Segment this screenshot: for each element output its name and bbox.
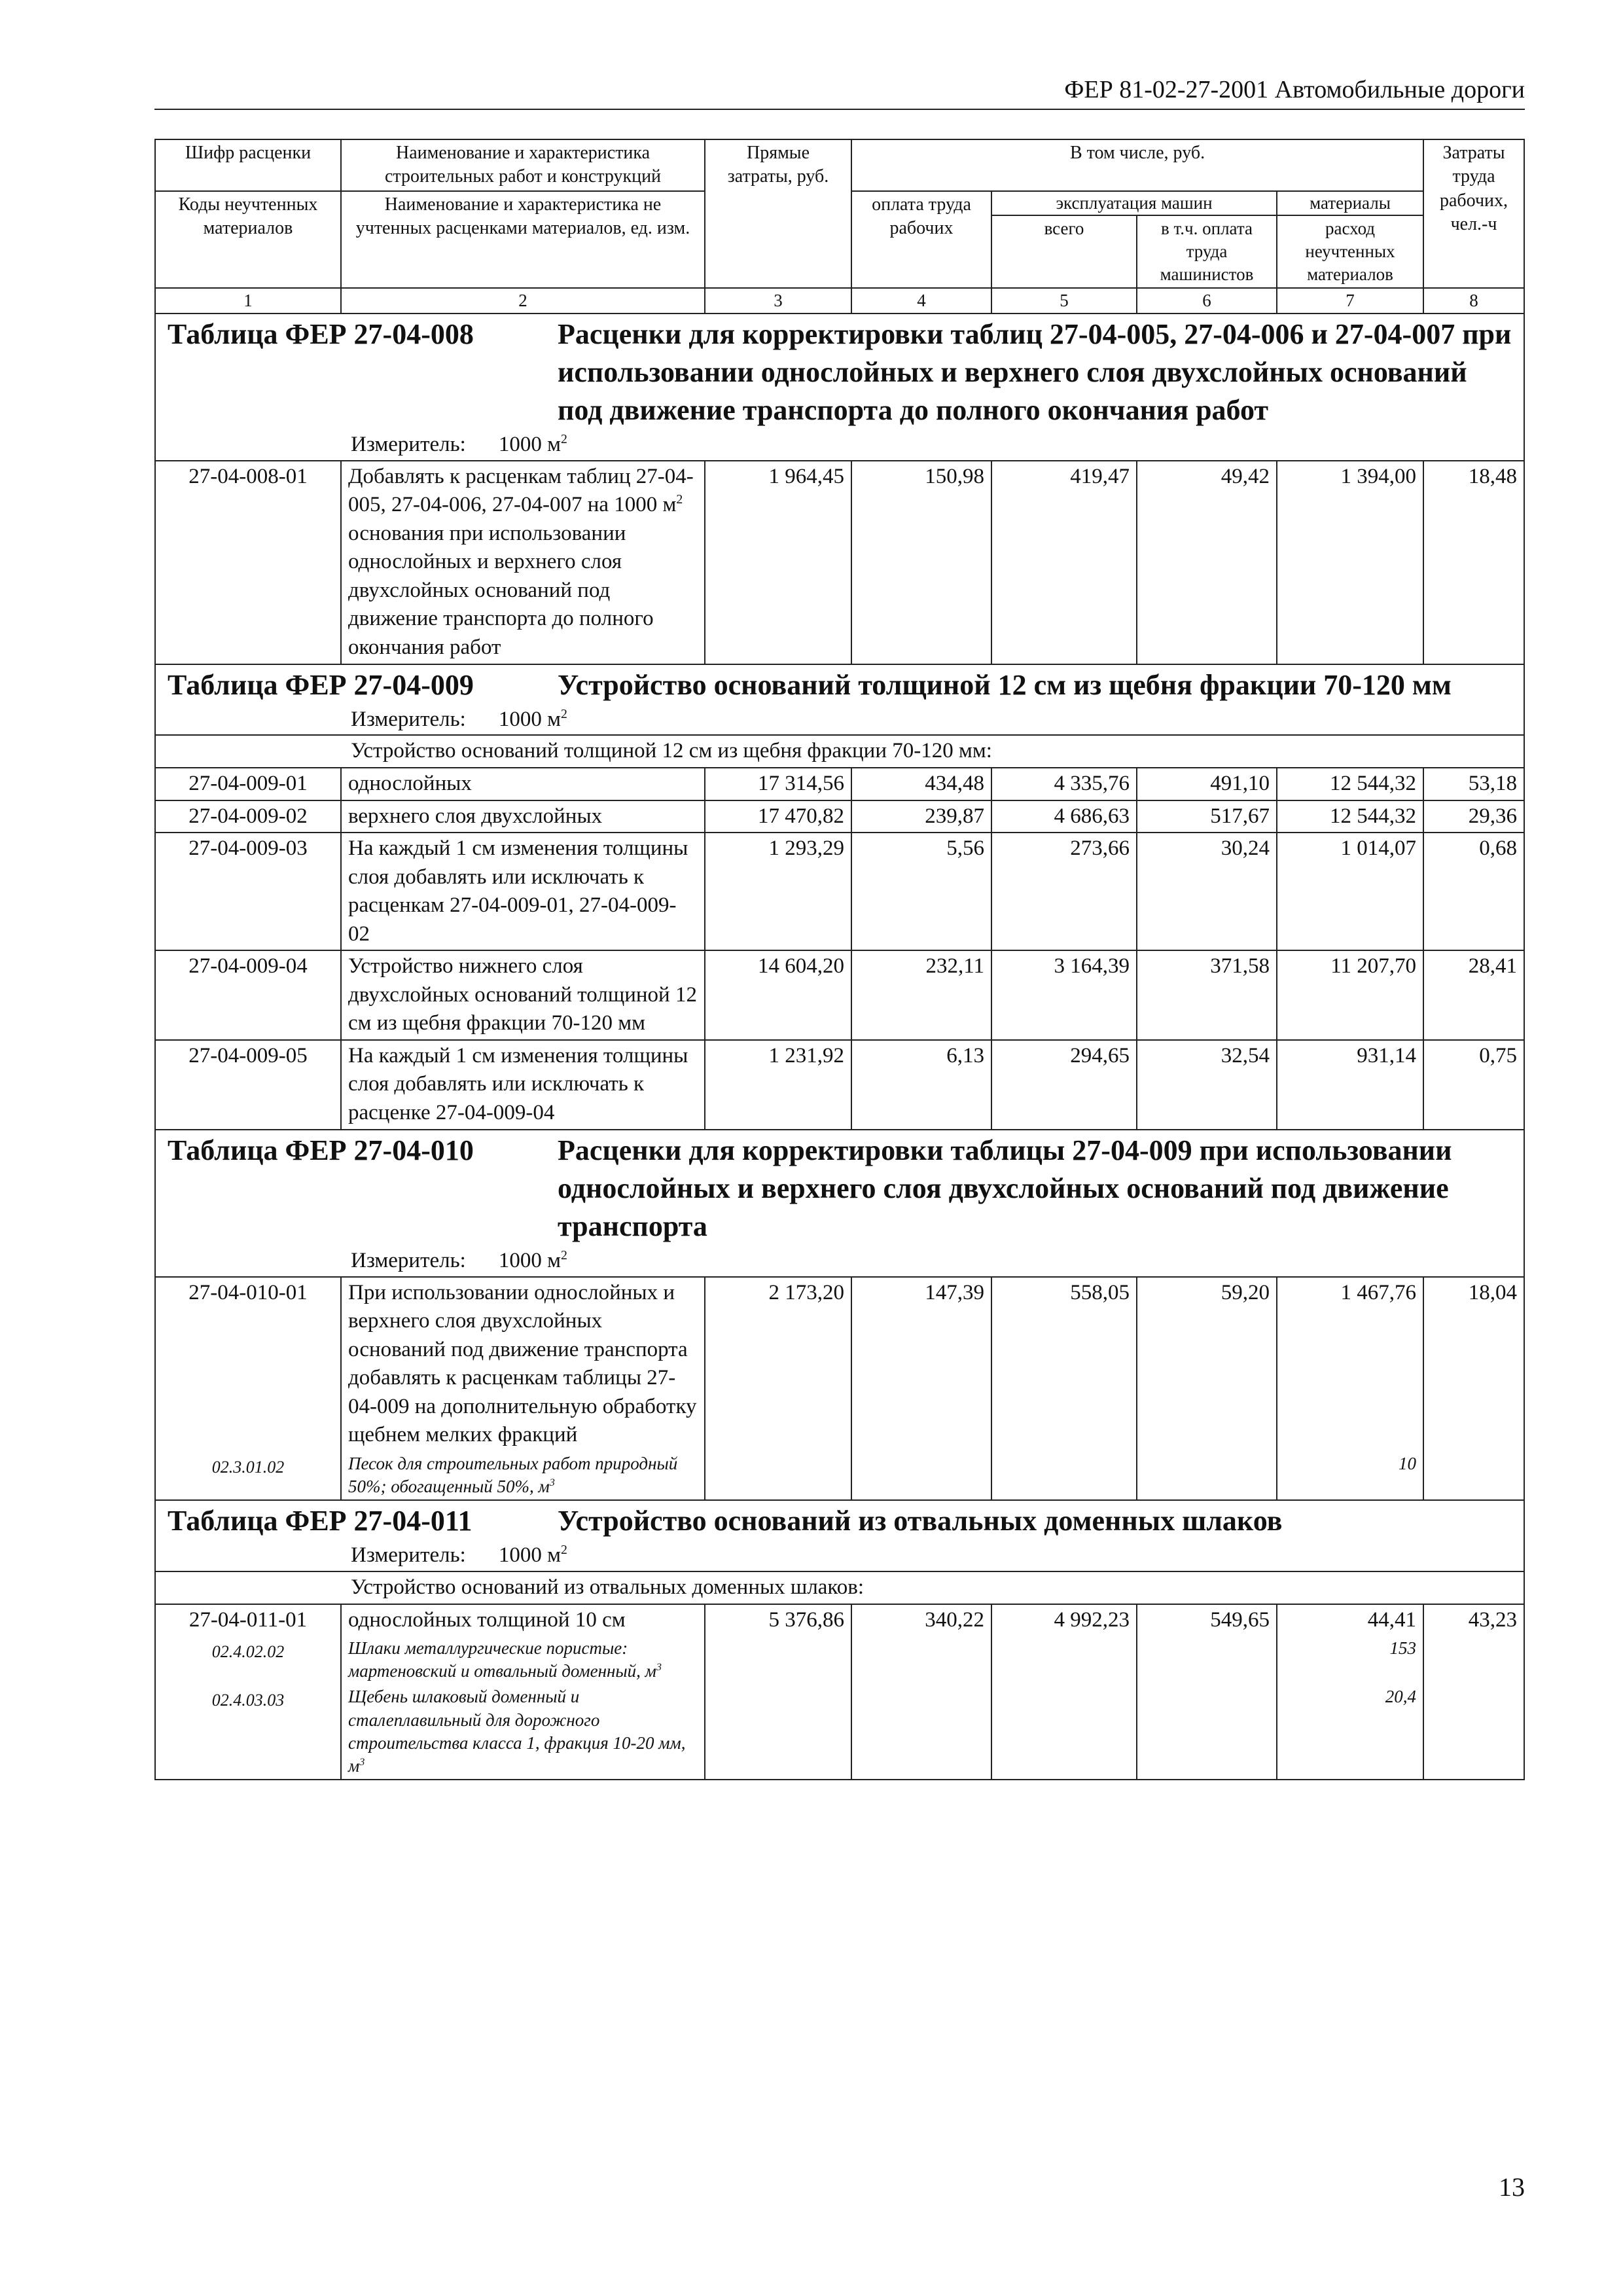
price-table — [154, 139, 1525, 1780]
row-labor: 434,48 — [851, 768, 991, 800]
section-title-row — [155, 1130, 1524, 1277]
row-code: 27-04-011-01 — [155, 1604, 341, 1636]
col-number: 6 — [1137, 288, 1277, 313]
row-code: 27-04-009-04 — [155, 950, 341, 1040]
column-numbers-row — [155, 288, 1524, 313]
row-machine-labor: 49,42 — [1137, 461, 1277, 664]
section-title-row — [155, 1500, 1524, 1571]
row-labor: 340,22 — [851, 1604, 991, 1636]
row-machine-labor: 32,54 — [1137, 1040, 1277, 1130]
material-qty: 10 — [1277, 1451, 1423, 1500]
row-direct: 17 470,82 — [705, 800, 851, 833]
row-name: Устройство нижнего слоя двухслойных оснований толщиной 12 см из щебня фракции 70-120 мм — [341, 950, 705, 1040]
row-machine-labor: 517,67 — [1137, 800, 1277, 833]
row-direct: 17 314,56 — [705, 768, 851, 800]
row-direct: 1 964,45 — [705, 461, 851, 664]
row-code: 27-04-010-01 — [155, 1277, 341, 1451]
col-code-header: Шифр расценки — [155, 139, 341, 191]
row-code: 27-04-009-02 — [155, 800, 341, 833]
row-materials: 12 544,32 — [1277, 800, 1423, 833]
row-name: При использовании однослойных и верхнего слоя двухслойных оснований под движение транспорта добавлять к расценкам таблицы 27-04-009 на дополнительную обработку щебнем мелких фракций — [341, 1277, 705, 1451]
row-machines: 4 686,63 — [991, 800, 1137, 833]
row-machine-labor: 59,20 — [1137, 1277, 1277, 1451]
row-machines: 419,47 — [991, 461, 1137, 664]
row-materials: 11 207,70 — [1277, 950, 1423, 1040]
section-title: Устройство оснований толщиной 12 см из щебня фракции 70-120 мм — [558, 668, 1452, 701]
section-number: Таблица ФЕР 27-04-009 — [168, 668, 474, 701]
row-machines: 558,05 — [991, 1277, 1137, 1451]
material-qty: 20,4 — [1277, 1684, 1423, 1779]
col-mach-labor-header: в т.ч. оплата труда машинистов — [1137, 215, 1277, 288]
measure-unit: Измеритель: 1000 $м^2$ — [351, 1543, 567, 1568]
section-title: Расценки для корректировки таблицы 27-04-009 при использовании однослойных и верхнего слоя двухслойных оснований под движение транспорта — [558, 1134, 1452, 1242]
row-materials: 931,14 — [1277, 1040, 1423, 1130]
row-hours: 53,18 — [1423, 768, 1524, 800]
row-name: однослойных толщиной 10 см — [341, 1604, 705, 1636]
row-hours: 0,75 — [1423, 1040, 1524, 1130]
row-labor: 239,87 — [851, 800, 991, 833]
running-header-title: ФЕР 81-02-27-2001 Автомобильные дороги — [1064, 76, 1525, 103]
group-subheader: Устройство оснований из отвальных доменных шлаков: — [351, 1575, 865, 1600]
row-labor: 232,11 — [851, 950, 991, 1040]
material-qty: 153 — [1277, 1636, 1423, 1684]
col-materials-header: материалы — [1277, 191, 1423, 215]
row-hours: 29,36 — [1423, 800, 1524, 833]
section-number: Таблица ФЕР 27-04-008 — [168, 317, 474, 350]
row-name: На каждый 1 см изменения толщины слоя добавлять или исключать к расценкам 27-04-009-01, 27-04-009-02 — [341, 833, 705, 950]
group-subheader-row — [155, 735, 1524, 768]
col-matcode-header: Коды неучтенных материалов — [155, 191, 341, 288]
col-matname-header: Наименование и характеристика не учтенных расценками материалов, ед. изм. — [341, 191, 705, 288]
col-incl-header: В том числе, руб. — [851, 139, 1423, 191]
table-row — [155, 1040, 1524, 1130]
material-row — [155, 1684, 1524, 1779]
col-machines-header: эксплуатация машин — [991, 191, 1277, 215]
row-machine-labor: 549,65 — [1137, 1604, 1277, 1636]
row-machines: 4 992,23 — [991, 1604, 1137, 1636]
row-labor: 147,39 — [851, 1277, 991, 1451]
col-number: 7 — [1277, 288, 1423, 313]
col-labor-header: оплата труда рабочих — [851, 191, 991, 288]
material-name: Песок для строительных работ природный 50%; обогащенный 50%, $м^3$ — [341, 1451, 705, 1500]
row-machine-labor: 30,24 — [1137, 833, 1277, 950]
col-mat-header: расход неучтенных материалов — [1277, 215, 1423, 288]
header-row-1 — [155, 139, 1524, 191]
group-subheader-row — [155, 1571, 1524, 1604]
row-materials: 1 394,00 — [1277, 461, 1423, 664]
group-subheader: Устройство оснований толщиной 12 см из щебня фракции 70-120 мм: — [351, 739, 992, 763]
measure-unit: Измеритель: 1000 $м^2$ — [351, 706, 567, 731]
row-machines: 4 335,76 — [991, 768, 1137, 800]
row-materials: 12 544,32 — [1277, 768, 1423, 800]
material-code: 02.4.02.02 — [155, 1636, 341, 1684]
table-row — [155, 950, 1524, 1040]
row-code: 27-04-009-01 — [155, 768, 341, 800]
row-hours: 0,68 — [1423, 833, 1524, 950]
row-labor: 150,98 — [851, 461, 991, 664]
section-title: Устройство оснований из отвальных доменных шлаков — [558, 1505, 1283, 1537]
section-title: Расценки для корректировки таблиц 27-04-005, 27-04-006 и 27-04-007 при использовании однослойных и верхнего слоя двухслойных оснований под движение транспорта до полного окончания работ — [558, 317, 1512, 426]
measure-unit: Измеритель: 1000 $м^2$ — [351, 431, 567, 456]
row-direct: 1 231,92 — [705, 1040, 851, 1130]
table-row — [155, 768, 1524, 800]
row-hours: 18,48 — [1423, 461, 1524, 664]
row-materials: 44,41 — [1277, 1604, 1423, 1636]
row-direct: 5 376,86 — [705, 1604, 851, 1636]
row-code: 27-04-008-01 — [155, 461, 341, 664]
material-code: 02.4.03.03 — [155, 1684, 341, 1779]
table-row — [155, 1277, 1524, 1451]
section-title-row — [155, 314, 1524, 461]
row-machines: 3 164,39 — [991, 950, 1137, 1040]
row-machines: 294,65 — [991, 1040, 1137, 1130]
row-hours: 18,04 — [1423, 1277, 1524, 1451]
material-row — [155, 1636, 1524, 1684]
col-number: 8 — [1423, 288, 1524, 313]
row-name: На каждый 1 см изменения толщины слоя добавлять или исключать к расценке 27-04-009-04 — [341, 1040, 705, 1130]
table-row — [155, 800, 1524, 833]
col-number: 4 — [851, 288, 991, 313]
row-code: 27-04-009-05 — [155, 1040, 341, 1130]
row-hours: 28,41 — [1423, 950, 1524, 1040]
running-header — [154, 73, 1525, 110]
row-machine-labor: 371,58 — [1137, 950, 1277, 1040]
table-row — [155, 833, 1524, 950]
row-name: верхнего слоя двухслойных — [341, 800, 705, 833]
table-row — [155, 1604, 1524, 1636]
row-machine-labor: 491,10 — [1137, 768, 1277, 800]
col-number: 3 — [705, 288, 851, 313]
col-name-header: Наименование и характеристика строительных работ и конструкций — [341, 139, 705, 191]
material-name: Шлаки металлургические пористые: мартеновский и отвальный доменный, $м^3$ — [341, 1636, 705, 1684]
material-code: 02.3.01.02 — [155, 1451, 341, 1500]
material-row — [155, 1451, 1524, 1500]
col-direct-header: Прямые затраты, руб. — [705, 139, 851, 288]
row-code: 27-04-009-03 — [155, 833, 341, 950]
row-materials: 1 014,07 — [1277, 833, 1423, 950]
row-machines: 273,66 — [991, 833, 1137, 950]
row-direct: 2 173,20 — [705, 1277, 851, 1451]
table-row — [155, 461, 1524, 664]
row-direct: 14 604,20 — [705, 950, 851, 1040]
row-labor: 5,56 — [851, 833, 991, 950]
col-number: 5 — [991, 288, 1137, 313]
row-name: Добавлять к расценкам таблиц 27-04-005, 27-04-006, 27-04-007 на 1000 $м^2$ основания при использовании однослойных и верхнего слоя двухслойных оснований под движение транспорта до полного окончания работ — [341, 461, 705, 664]
measure-unit: Измеритель: 1000 $м^2$ — [351, 1247, 567, 1272]
section-number: Таблица ФЕР 27-04-011 — [168, 1505, 473, 1537]
row-name: однослойных — [341, 768, 705, 800]
page-number: 13 — [1499, 2172, 1525, 2202]
row-materials: 1 467,76 — [1277, 1277, 1423, 1451]
section-title-row — [155, 664, 1524, 736]
row-labor: 6,13 — [851, 1040, 991, 1130]
row-direct: 1 293,29 — [705, 833, 851, 950]
section-number: Таблица ФЕР 27-04-010 — [168, 1134, 474, 1166]
col-hours-header: Затраты труда рабочих, чел.-ч — [1423, 139, 1524, 288]
col-number: 1 — [155, 288, 341, 313]
col-mach-total-header: всего — [991, 215, 1137, 288]
material-name: Щебень шлаковый доменный и сталеплавильный для дорожного строительства класса 1, фракция 10-20 мм, $м^3$ — [341, 1684, 705, 1779]
col-number: 2 — [341, 288, 705, 313]
row-hours: 43,23 — [1423, 1604, 1524, 1636]
